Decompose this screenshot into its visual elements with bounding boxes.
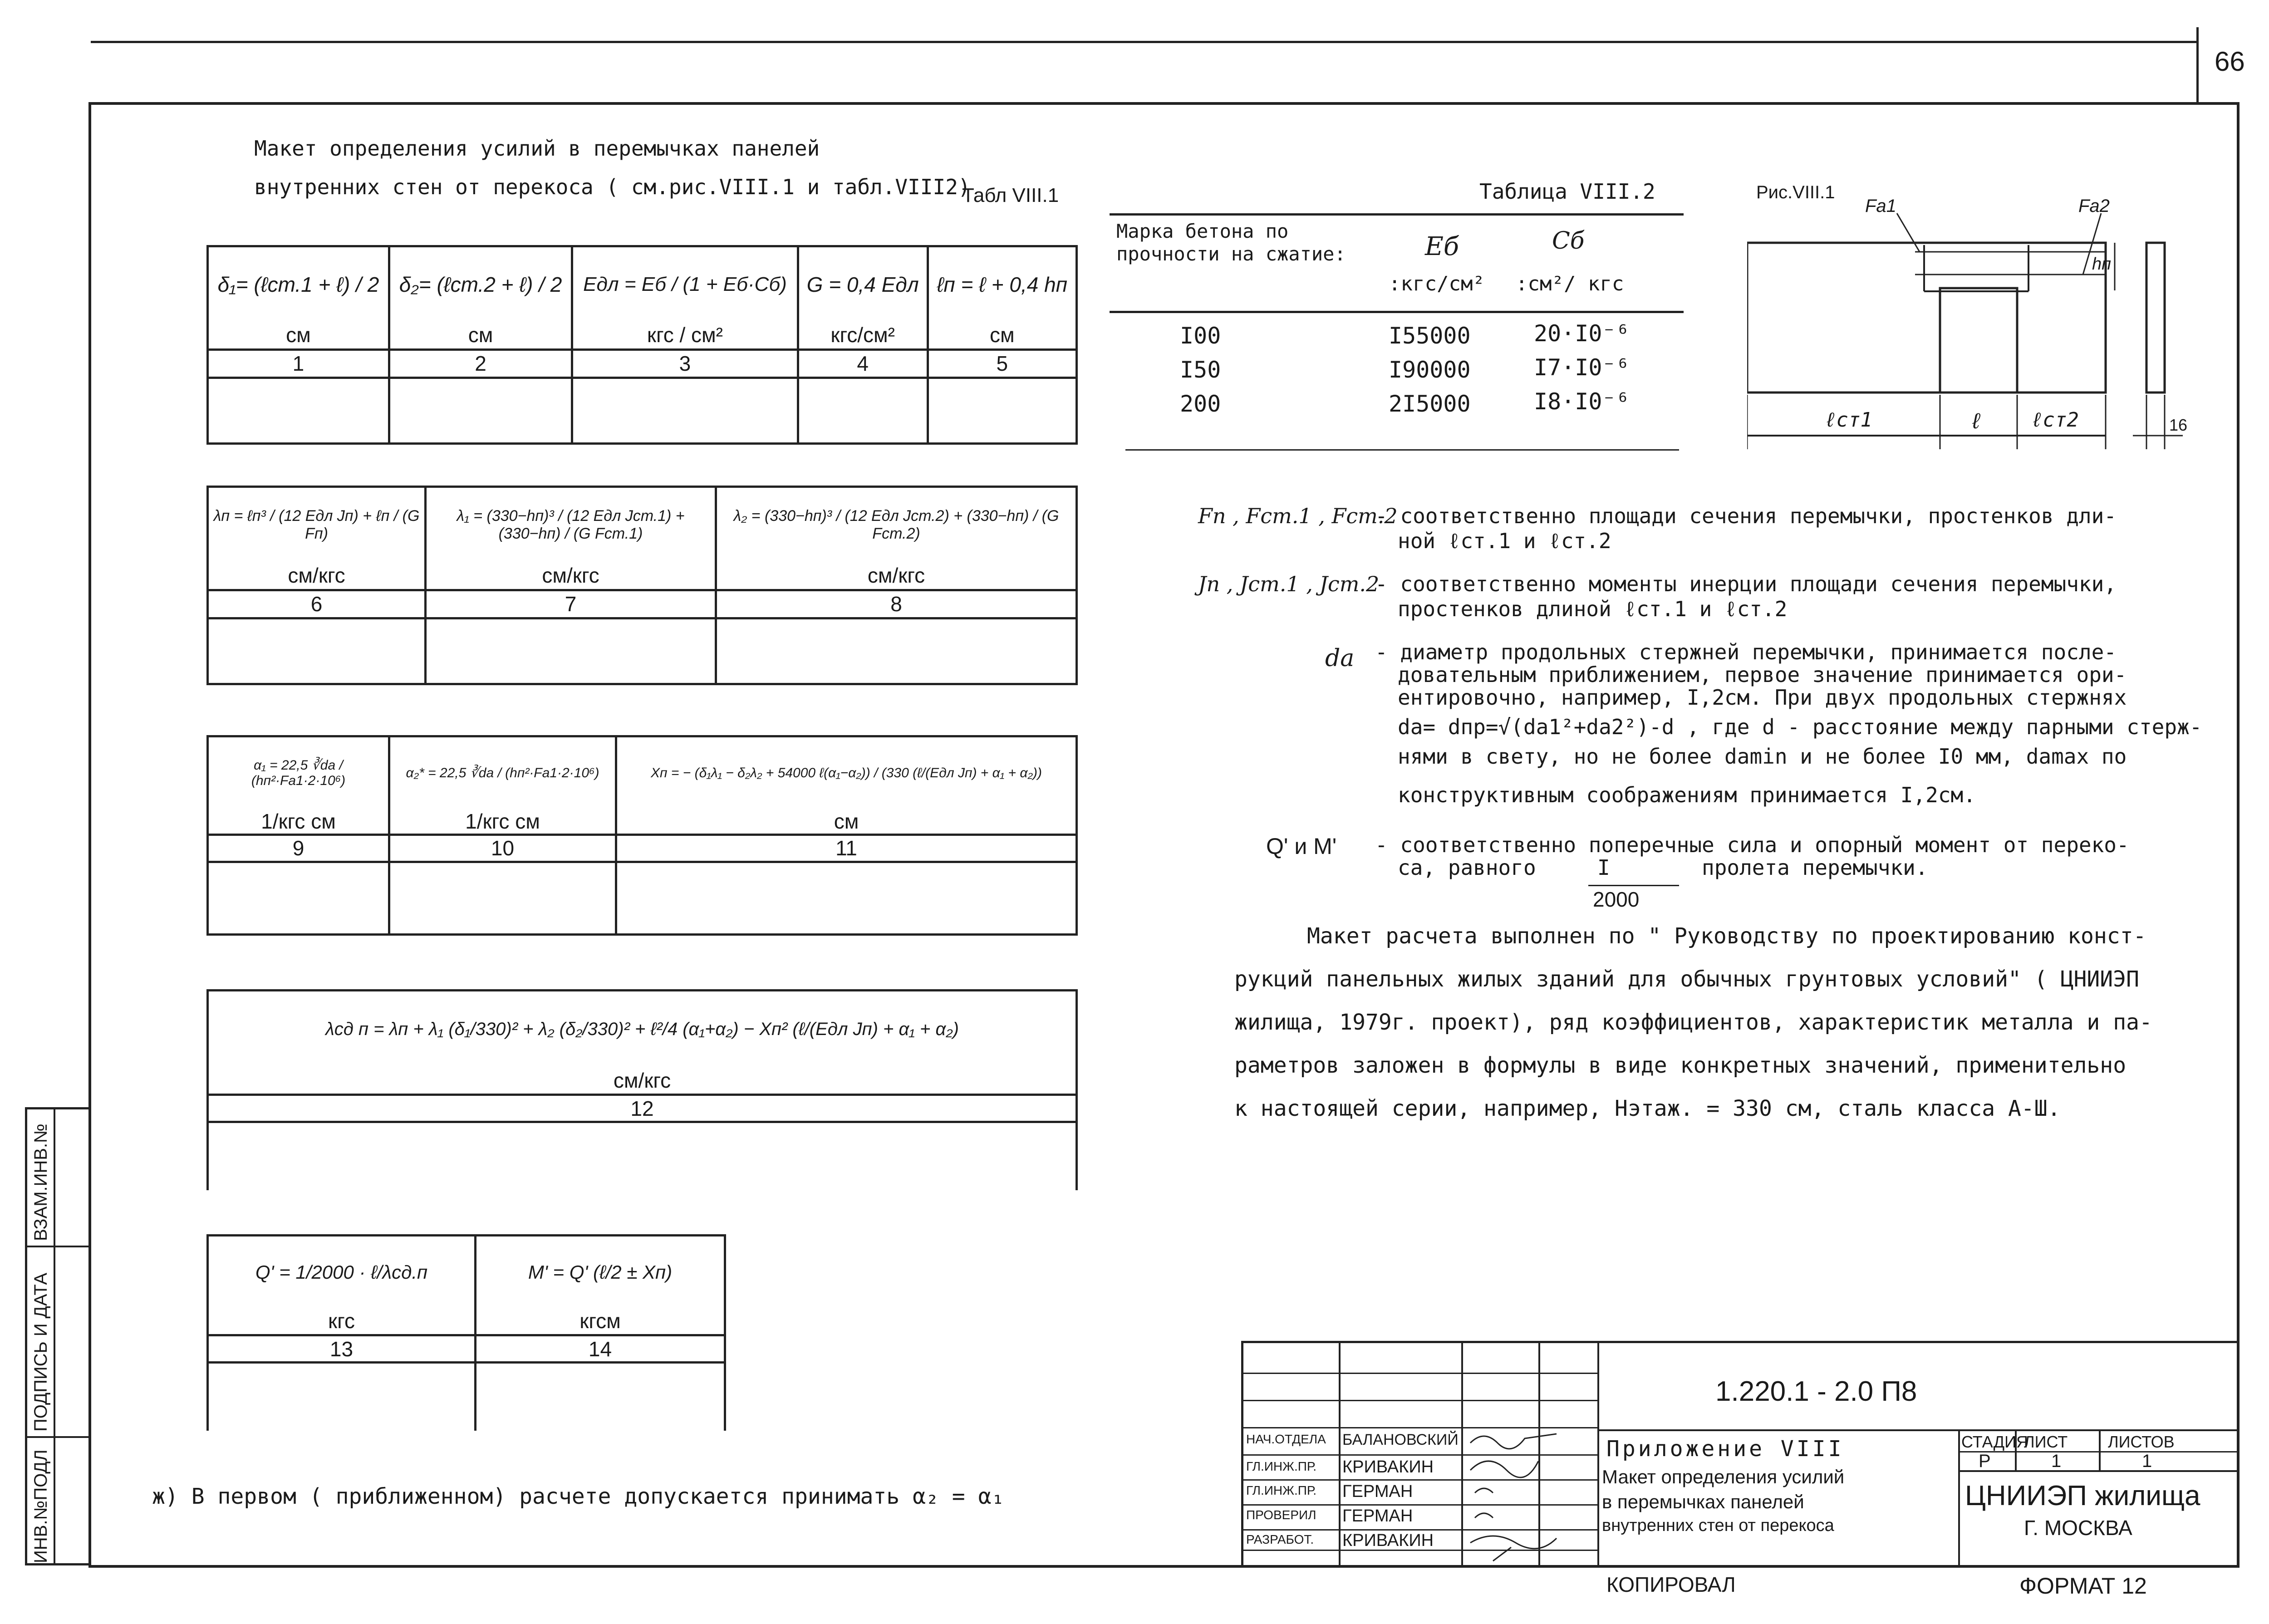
t2-number-2: 7 <box>426 590 716 618</box>
figure-dim-lct2: ℓст2 <box>2031 408 2079 432</box>
page-number-divider <box>2196 27 2199 104</box>
note-d-line-3: ентировочно, например, I,2см. При двух продольных стержнях <box>1398 685 2127 710</box>
table-3 <box>206 735 1078 936</box>
note-d-line-5: нями в свету, но не более dаmin и не более I0 мм, dаmax по <box>1398 744 2127 769</box>
figure-label-fa2: Fа2 <box>2078 196 2110 216</box>
title-block <box>1241 1341 2240 1568</box>
note-q-frac-bar <box>1588 885 1679 886</box>
t3-number-1: 9 <box>208 834 389 862</box>
table-ref: Табл VIII.1 <box>962 184 1059 206</box>
table-1 <box>206 245 1078 445</box>
table-5 <box>206 1234 726 1431</box>
note-j-symbol: Jп , Jст.1 , Jст.2 <box>1198 572 1380 596</box>
t1-number-4: 4 <box>798 349 928 378</box>
t2-unit-1: см/кгс <box>208 562 426 590</box>
t2-unit-3: см/кгс <box>716 562 1077 590</box>
stamp-sheets-head: ЛИСТОВ <box>2108 1433 2175 1451</box>
stamp-stage-head: СТАДИЯ <box>1961 1433 2028 1451</box>
side-stamp-label-2: ПОДПИСЬ И ДАТА <box>31 1272 51 1432</box>
figure-dim-lct1: ℓст1 <box>1824 408 1872 432</box>
concrete-row-2-grade: I50 <box>1180 357 1221 383</box>
t1-unit-3: кгс / см² <box>572 321 798 349</box>
note-q-frac-den: 2000 <box>1593 888 1640 911</box>
t5-unit-1: кгс <box>208 1308 476 1335</box>
t3-formula-3: Xп = − (δ₁λ₁ − δ₂λ₂ + 54000 ℓ(α₁−α₂)) / (330 (ℓ/(Eдл Jп) + α₁ + α₂)) <box>616 736 1077 809</box>
stamp-name-4: ГЕРМАН <box>1342 1506 1413 1526</box>
stamp-stage: Р <box>1979 1451 1991 1471</box>
note-q-symbol: Q' и M' <box>1266 834 1337 859</box>
t1-number-3: 3 <box>572 349 798 378</box>
t3-unit-3: см <box>616 809 1077 835</box>
t3-formula-2: α₂* = 22,5 ∛dа / (hп²·Fа1·2·10⁶) <box>389 736 616 809</box>
table-concrete-col2-head: Eб <box>1425 232 1459 261</box>
note-d-line-2: довательным приближением, первое значение принимается ори- <box>1398 662 2127 687</box>
paragraph-line-2: рукций панельных жилых зданий для обычных грунтовых условий" ( ЦНИИЭП <box>1234 967 2139 992</box>
t2-number-3: 8 <box>716 590 1077 618</box>
stamp-title-line-3: в перемычках панелей <box>1602 1491 1804 1512</box>
note-q-line-2b: пролета перемычки. <box>1702 855 1928 880</box>
paragraph-line-5: к настоящей серии, например, Hэтаж. = 330 см, сталь класса А-Ш. <box>1234 1096 2061 1121</box>
stamp-doc-code: 1.220.1 - 2.0 П8 <box>1715 1376 1917 1407</box>
stamp-copied: КОПИРОВАЛ <box>1606 1573 1736 1596</box>
t1-number-1: 1 <box>208 349 389 378</box>
note-d-line-4: dа= dпр=√(dа1²+dа2²)-d , где d - расстояние между парными стерж- <box>1398 715 2202 739</box>
stamp-title-line-2: Макет определения усилий <box>1602 1466 1845 1487</box>
table-concrete-col3-head: Cб <box>1552 227 1585 255</box>
page-number: 66 <box>2215 46 2245 77</box>
paragraph-line-3: жилища, 1979г. проект), ряд коэффициентов, характеристик металла и па- <box>1234 1010 2152 1035</box>
t5-formula-2: M' = Q' (ℓ/2 ± Xп) <box>476 1236 725 1308</box>
table-4 <box>206 989 1078 1190</box>
note-d-line-1: - диаметр продольных стержней перемычки, принимается после- <box>1375 640 2117 664</box>
t1-formula-1: δ₁= (ℓст.1 + ℓ) / 2 <box>208 246 389 322</box>
t3-unit-2: 1/кгс см <box>389 809 616 835</box>
t4-formula: λсд п = λп + λ₁ (δ₁/330)² + λ₂ (δ₂/330)² + ℓ²/4 (α₁+α₂) − Xп² (ℓ/(Eдл Jп) + α₁ + α₂) <box>208 991 1077 1068</box>
figure-dim-l: ℓ <box>1969 408 1983 434</box>
concrete-row-1-e: I55000 <box>1389 323 1471 349</box>
t2-formula-1: λп = ℓп³ / (12 Eдл Jп) + ℓп / (G Fп) <box>208 487 426 562</box>
stamp-role-3: ГЛ.ИНЖ.ПР. <box>1246 1483 1317 1497</box>
note-q-frac-num: I <box>1597 855 1610 880</box>
t1-unit-1: см <box>208 321 389 349</box>
t1-number-5: 5 <box>928 349 1076 378</box>
note-j-line-1: - соответственно моменты инерции площади сечения перемычки, <box>1375 572 2117 596</box>
t1-formula-4: G = 0,4 Eдл <box>798 246 928 322</box>
stamp-sheet-head: ЛИСТ <box>2024 1433 2068 1451</box>
stamp-role-4: ПРОВЕРИЛ <box>1246 1508 1316 1522</box>
stamp-title-line-1: Приложение VIII <box>1606 1436 1844 1462</box>
stamp-role-5: РАЗРАБОТ. <box>1246 1532 1314 1546</box>
stamp-role-2: ГЛ.ИНЖ.ПР. <box>1246 1459 1317 1473</box>
concrete-row-2-c: I7·I0⁻⁶ <box>1534 354 1630 381</box>
paragraph-line-1: Макет расчета выполнен по " Руководству по проектированию конст- <box>1307 923 2146 949</box>
concrete-row-3-grade: 200 <box>1180 391 1221 417</box>
figure-dim-16: 16 <box>2169 416 2188 434</box>
t1-unit-2: см <box>389 321 572 349</box>
t1-unit-4: кгс/см² <box>798 321 928 349</box>
stamp-name-3: ГЕРМАН <box>1342 1482 1413 1501</box>
t1-number-2: 2 <box>389 349 572 378</box>
note-q-line-1: - соответственно поперечные сила и опорный момент от перекo- <box>1375 833 2129 857</box>
note-f-line-1: - соответственно площади сечения перемычки, простенков дли- <box>1375 504 2117 528</box>
t2-formula-2: λ₁ = (330−hп)³ / (12 Eдл Jст.1) + (330−hп) / (G Fст.1) <box>426 487 716 562</box>
stamp-name-5: КРИВАКИН <box>1342 1531 1434 1550</box>
stamp-title-line-4: внутренних стен от перекоса <box>1602 1516 1834 1535</box>
table-concrete-header-line <box>1110 311 1684 313</box>
table-concrete-bottom-line <box>1125 449 1679 451</box>
note-f-symbol: Fп , Fст.1 , Fст.2 <box>1198 504 1398 528</box>
t3-number-3: 11 <box>616 834 1077 862</box>
stamp-sheet: 1 <box>2051 1451 2062 1471</box>
table-concrete-col3-unit: :см²/ кгс <box>1516 272 1624 295</box>
stamp-sheets: 1 <box>2142 1451 2152 1471</box>
note-d-symbol: dа <box>1325 645 1355 672</box>
concrete-row-1-c: 20·I0⁻⁶ <box>1534 320 1630 347</box>
t1-formula-2: δ₂= (ℓст.2 + ℓ) / 2 <box>389 246 572 322</box>
concrete-row-1-grade: I00 <box>1180 323 1221 349</box>
t1-unit-5: см <box>928 321 1076 349</box>
table-2 <box>206 486 1078 685</box>
stamp-org-line-1: ЦНИИЭП жилища <box>1965 1480 2200 1511</box>
t5-formula-1: Q' = 1/2000 · ℓ/λсд.п <box>208 1236 476 1308</box>
top-border-line <box>91 41 2196 43</box>
stamp-org-line-2: Г. МОСКВА <box>2024 1516 2132 1540</box>
table-concrete-col2-unit: :кгс/см² <box>1389 272 1485 295</box>
stamp-name-1: БАЛАНОВСКИЙ <box>1342 1431 1459 1448</box>
side-stamp-label-1: ИНВ.№ПОДЛ <box>31 1449 51 1563</box>
t4-unit: см/кгс <box>208 1068 1077 1095</box>
figure-label-fa1: Fа1 <box>1865 196 1896 216</box>
t5-number-2: 14 <box>476 1335 725 1363</box>
concrete-row-2-e: I90000 <box>1389 357 1471 383</box>
signatures-drawing <box>1466 1429 1602 1565</box>
table-concrete-col1-line2: прочности на сжатие: <box>1116 243 1346 265</box>
t3-unit-1: 1/кгс см <box>208 809 389 835</box>
side-stamp-label-3: ВЗАМ.ИНВ.№ <box>31 1124 51 1241</box>
stamp-role-1: НАЧ.ОТДЕЛА <box>1246 1432 1326 1446</box>
concrete-row-3-c: I8·I0⁻⁶ <box>1534 388 1630 415</box>
stamp-format: ФОРМАТ 12 <box>2019 1573 2147 1599</box>
t5-unit-2: кгсм <box>476 1308 725 1335</box>
table-concrete-top-line <box>1110 213 1684 216</box>
t1-formula-3: Eдл = Eб / (1 + Eб·Cб) <box>572 246 798 322</box>
note-q-line-2: са, равного <box>1398 855 1536 880</box>
t2-formula-3: λ₂ = (330−hп)³ / (12 Eдл Jст.2) + (330−hп) / (G Fст.2) <box>716 487 1077 562</box>
t3-formula-1: α₁ = 22,5 ∛dа / (hп²·Fа1·2·10⁶) <box>208 736 389 809</box>
paragraph-line-4: раметров заложен в формулы в виде конкретных значений, применительно <box>1234 1053 2127 1078</box>
heading-line-2: внутренних стен от перекоса ( см.рис.VIII.1 и табл.VIII2) <box>254 175 971 199</box>
t1-formula-5: ℓп = ℓ + 0,4 hп <box>928 246 1076 322</box>
t5-number-1: 13 <box>208 1335 476 1363</box>
t3-number-2: 10 <box>389 834 616 862</box>
concrete-row-3-e: 2I5000 <box>1389 391 1471 417</box>
side-stamp <box>25 1107 91 1565</box>
note-j-line-2: простенков длиной ℓст.1 и ℓст.2 <box>1398 597 1788 621</box>
stamp-name-2: КРИВАКИН <box>1342 1457 1434 1477</box>
table-concrete-title: Таблица VIII.2 <box>1479 179 1655 204</box>
t4-number: 12 <box>208 1095 1077 1122</box>
note-d-line-6: конструктивным соображениям принимается I,2см. <box>1398 783 1976 807</box>
t2-number-1: 6 <box>208 590 426 618</box>
t2-unit-2: см/кгс <box>426 562 716 590</box>
note-f-line-2: ной ℓст.1 и ℓст.2 <box>1398 529 1611 553</box>
figure-label-hn: hп <box>2092 255 2112 274</box>
figure-viii-1 <box>1747 177 2269 472</box>
figure-caption: Рис.VIII.1 <box>1756 182 1835 202</box>
footnote: ж) В первом ( приближенном) расчете допускается принимать α₂ = α₁ <box>152 1484 1005 1509</box>
table-concrete-col1-line1: Марка бетона по <box>1116 220 1289 242</box>
heading-line-1: Макет определения усилий в перемычках панелей <box>254 136 820 161</box>
